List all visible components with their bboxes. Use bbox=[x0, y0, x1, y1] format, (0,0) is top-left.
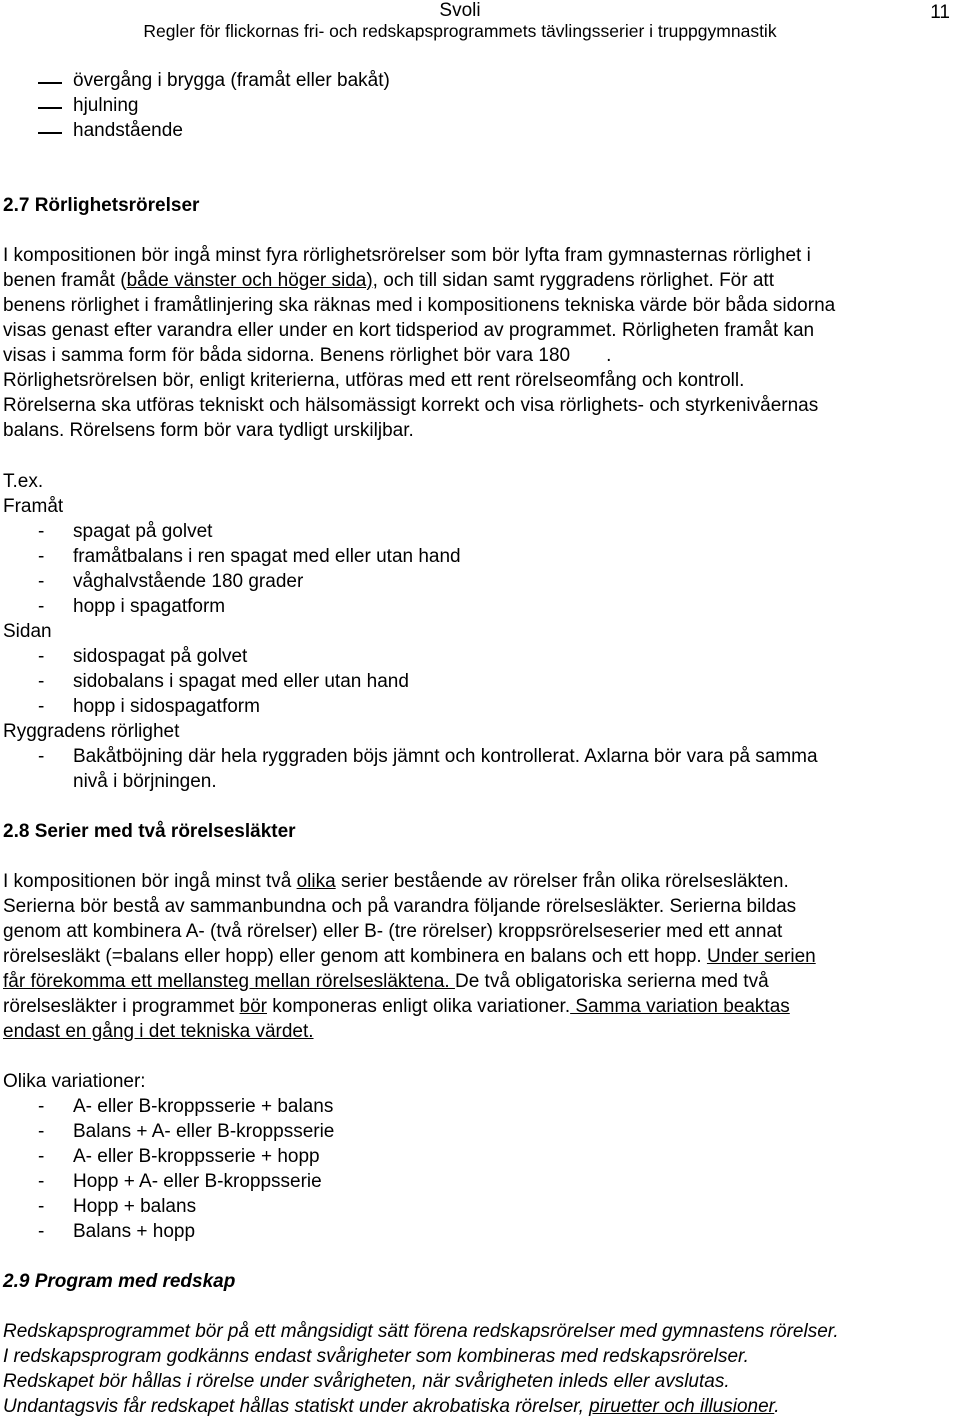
text-span: serier bestående av rörelser från olika rörelsesläkten. bbox=[335, 871, 789, 892]
text-line bbox=[3, 994, 958, 1019]
text-span: rörelsesläkt (=balans eller hopp) eller genom att kombinera en balans och ett hopp. bbox=[3, 946, 707, 967]
text-span: De två obligatoriska serierna med två bbox=[454, 971, 769, 992]
list-item: sidospagat på golvet bbox=[73, 646, 248, 667]
list-dash: - bbox=[38, 571, 45, 592]
text-span: rörelsesläkter i programmet bbox=[3, 996, 240, 1017]
text-line: Redskapsprogrammet bör på ett mångsidigt sätt förena redskapsrörelser med gymnastens rörelser. bbox=[3, 1321, 839, 1342]
list-dash: - bbox=[38, 746, 45, 767]
rygg-label: Ryggradens rörlighet bbox=[3, 721, 180, 742]
list-dash: - bbox=[38, 696, 45, 717]
list-item: våghalvstående 180 grader bbox=[73, 571, 304, 592]
text-line: I redskapsprogram godkänns endast svårigheter som kombineras med redskapsrörelser. bbox=[3, 1346, 749, 1367]
list-item: A- eller B-kroppsserie + hopp bbox=[73, 1146, 320, 1167]
underlined-text: Under serien bbox=[706, 946, 816, 967]
list-item: Balans + A- eller B-kroppsserie bbox=[73, 1121, 335, 1142]
text-line: Rörlighetsrörelsen bör, enligt kriterierna, utföras med ett rent rörelseomfång och kontroll. bbox=[3, 370, 745, 391]
list-item: övergång i brygga (framåt eller bakåt) bbox=[73, 70, 390, 91]
list-dash: - bbox=[38, 1171, 45, 1192]
list-dash: - bbox=[38, 1221, 45, 1242]
section-heading-2-7: 2.7 Rörlighetsrörelser bbox=[3, 195, 200, 216]
text-span: Undantagsvis får redskapet hållas statiskt under akrobatiska rörelser, bbox=[3, 1396, 590, 1417]
underlined-text: endast en gång i det tekniska värdet. bbox=[3, 1021, 314, 1042]
text-line: Rörelserna ska utföras tekniskt och hälsomässigt korrekt och visa rörlighets- och styrkenivåernas bbox=[3, 395, 819, 416]
list-item: sidobalans i spagat med eller utan hand bbox=[73, 671, 409, 692]
text-line bbox=[3, 944, 958, 969]
header-title: Svoli bbox=[439, 0, 481, 21]
list-item: Balans + hopp bbox=[73, 1221, 196, 1242]
list-dash: - bbox=[38, 646, 45, 667]
text-line bbox=[3, 1394, 958, 1419]
underlined-text: både vänster och höger sida), bbox=[126, 270, 378, 291]
list-item: hjulning bbox=[73, 95, 139, 116]
list-item: Bakåtböjning där hela ryggraden böjs jämnt och kontrollerat. Axlarna bör vara på samma bbox=[73, 746, 818, 767]
text-span: I kompositionen bör ingå minst två bbox=[3, 871, 297, 892]
list-item: hopp i sidospagatform bbox=[73, 696, 260, 717]
list-item: A- eller B-kroppsserie + balans bbox=[73, 1096, 334, 1117]
list-dash: - bbox=[38, 1146, 45, 1167]
list-dash bbox=[38, 132, 62, 134]
text-line bbox=[3, 969, 958, 994]
text-line: Serierna bör bestå av sammanbundna och på varandra följande rörelsesläkter. Serierna bildas bbox=[3, 896, 797, 917]
list-item: Hopp + balans bbox=[73, 1196, 197, 1217]
text-span: benen framåt ( bbox=[3, 270, 127, 291]
variations-label: Olika variationer: bbox=[3, 1071, 146, 1092]
framat-label: Framåt bbox=[3, 496, 64, 517]
text-span: och till sidan samt ryggradens rörlighet. För att bbox=[377, 270, 774, 291]
underlined-text: piruetter och illusioner bbox=[589, 1396, 775, 1417]
text-line: benens rörlighet i framåtlinjering ska räknas med i kompositionens tekniska värde bör båda sidorna bbox=[3, 295, 836, 316]
text-span: visas i samma form för båda sidorna. Benens rörlighet bör vara 180 bbox=[3, 345, 571, 366]
text-line bbox=[3, 1019, 958, 1044]
text-span: . bbox=[774, 1396, 780, 1417]
section-heading-2-9: 2.9 Program med redskap bbox=[3, 1271, 236, 1292]
text-line bbox=[3, 343, 958, 368]
text-line: visas genast efter varandra eller under en kort tidsperiod av programmet. Rörligheten framåt kan bbox=[3, 320, 815, 341]
underlined-text: får förekomma ett mellansteg mellan rörelsesläktena. bbox=[3, 971, 455, 992]
list-dash: - bbox=[38, 521, 45, 542]
text-line: Redskapet bör hållas i rörelse under svårigheten, när svårigheten inleds eller avslutas. bbox=[3, 1371, 730, 1392]
underlined-text: bör bbox=[239, 996, 267, 1017]
header-subtitle: Regler för flickornas fri- och redskapsprogrammets tävlingsserier i truppgymnastik bbox=[143, 21, 777, 41]
text-line bbox=[3, 869, 958, 894]
text-span: . bbox=[606, 345, 612, 366]
page-number: 11 bbox=[930, 2, 950, 23]
list-dash: - bbox=[38, 1121, 45, 1142]
section-2-7-paragraph bbox=[3, 243, 958, 443]
text-line: balans. Rörelsens form bör vara tydligt urskiljbar. bbox=[3, 420, 414, 441]
list-dash bbox=[38, 107, 62, 109]
section-2-8-paragraph bbox=[3, 869, 958, 1044]
section-2-9-paragraph bbox=[3, 1319, 958, 1419]
list-dash: - bbox=[38, 1196, 45, 1217]
list-item: Hopp + A- eller B-kroppsserie bbox=[73, 1171, 322, 1192]
sidan-label: Sidan bbox=[3, 621, 52, 642]
underlined-text: olika bbox=[296, 871, 336, 892]
underlined-text: Samma variation beaktas bbox=[570, 996, 790, 1017]
list-item: handstående bbox=[73, 120, 183, 141]
list-dash: - bbox=[38, 671, 45, 692]
list-dash bbox=[38, 82, 62, 84]
text-span: komponeras enligt olika variationer. bbox=[267, 996, 571, 1017]
list-item: spagat på golvet bbox=[73, 521, 213, 542]
text-line: genom att kombinera A- (två rörelser) eller B- (tre rörelser) kroppsrörelseserier med ett annat bbox=[3, 921, 783, 942]
example-label: T.ex. bbox=[3, 471, 44, 492]
list-dash: - bbox=[38, 596, 45, 617]
list-item-continuation: nivå i börjningen. bbox=[73, 771, 217, 792]
text-line bbox=[3, 268, 958, 293]
section-heading-2-8: 2.8 Serier med två rörelsesläkter bbox=[3, 821, 296, 842]
list-dash: - bbox=[38, 1096, 45, 1117]
list-item: framåtbalans i ren spagat med eller utan hand bbox=[73, 546, 461, 567]
list-item: hopp i spagatform bbox=[73, 596, 226, 617]
list-dash: - bbox=[38, 546, 45, 567]
text-line: I kompositionen bör ingå minst fyra rörlighetsrörelser som bör lyfta fram gymnasternas rörlighet i bbox=[3, 245, 811, 266]
